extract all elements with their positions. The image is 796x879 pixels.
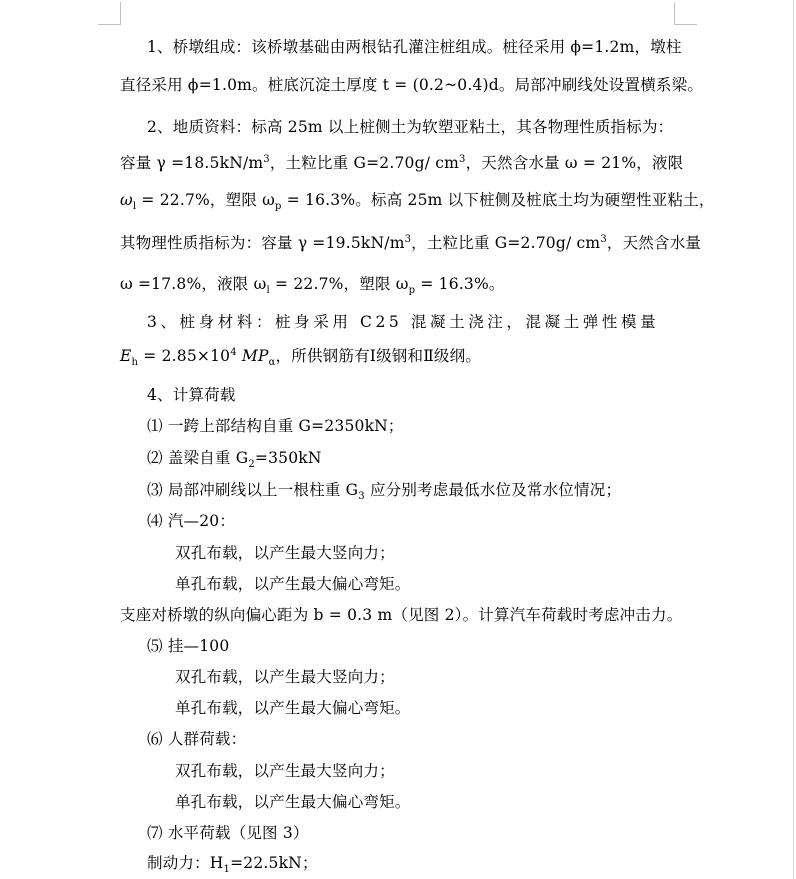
paragraph-geology-line3: $\omega_l = 22.7\%$，塑限 $\omega_p = 16.3\%$。标高 25m 以下桩侧及桩底土均为硬塑性亚粘土， (120, 191, 715, 213)
list-item-superstructure-weight: ⑴ 一跨上部结构自重 G=2350kN； (147, 417, 404, 435)
unit-weight-text: 容量 γ =18.5kN/m (120, 154, 264, 172)
specific-gravity-text: ，土粒比重 G=2.70g/ cm (269, 154, 460, 172)
list-subitem-single-span: 单孔布载，以产生最大偏心弯矩。 (175, 793, 411, 811)
section-heading-calculation-loads: 4、计算荷载 (147, 386, 236, 404)
paragraph-geology-line2: 容量 $\gamma =18.5kN/m^3$，土粒比重 G=2.70g/ $cm^3$，天然含水量 ω = 21%，液限 (120, 153, 684, 172)
paragraph-geology-line4: 其物理性质指标为：容量 $\gamma =19.5kN/m^3$，土粒比重 G=2.70g/ $cm^3$，天然含水量 (120, 233, 702, 252)
paragraph-geology-line5: ω =17.8%，液限 $\omega_l = 22.7\%$，塑限 $\omega_p = 16.3\%$。 (120, 275, 505, 297)
list-subitem-double-span: 双孔布载，以产生最大竖向力； (175, 668, 395, 686)
list-item-horizontal-load: ⑺ 水平荷载（见图 3） (147, 824, 309, 842)
list-subitem-single-span: 单孔布载，以产生最大偏心弯矩。 (175, 699, 411, 717)
paragraph-pier-composition-line1: 1、桥墩组成：该桥墩基础由两根钻孔灌注桩组成。桩径采用 ϕ=1.2m，墩柱 (147, 38, 682, 56)
list-subitem-single-span: 单孔布载，以产生最大偏心弯矩。 (175, 575, 411, 593)
paragraph-geology-line1: 2、地质资料：标高 25m 以上桩侧土为软塑亚粘土，其各物理性质指标为： (147, 118, 674, 136)
margin-corner-mark-right (674, 2, 697, 25)
list-subitem-double-span: 双孔布载，以产生最大竖向力； (175, 544, 395, 562)
water-content-text: ，天然含水量 ω = 21%，液限 (465, 154, 684, 172)
paragraph-braking-force: 制动力：$H_1=22.5kN$； (147, 854, 318, 876)
list-item-trailer-load: ⑸ 挂—100 (147, 637, 230, 655)
paragraph-pier-composition-line2: 直径采用 ϕ=1.0m。桩底沉淀土厚度 t = (0.2~0.4)d。局部冲刷线处设置横系梁。 (120, 76, 704, 94)
margin-corner-mark-left (98, 2, 121, 25)
list-item-column-weight: ⑶ 局部冲刷线以上一根柱重 $G_3$ 应分别考虑最低水位及常水位情况； (147, 481, 622, 503)
paragraph-pile-material-line1: 3、桩身材料：桩身采用 C25 混凝土浇注，混凝土弹性模量 (147, 313, 660, 331)
paragraph-support-eccentricity: 支座对桥墩的纵向偏心距为 b = 0.3 m（见图 2）。计算汽车荷载时考虑冲击力。 (120, 606, 683, 624)
list-subitem-double-span: 双孔布载，以产生最大竖向力； (175, 762, 395, 780)
paragraph-pile-material-line2: $E_h = 2.85\times 10^4$ $MP_\alpha$，所供钢筋有Ⅰ级钢和Ⅱ级纲。 (120, 346, 482, 369)
list-item-vehicle-load: ⑷ 汽—20： (147, 512, 236, 530)
list-item-cap-beam-weight: ⑵ 盖梁自重 $G_2=350kN$ (147, 449, 322, 471)
list-item-crowd-load: ⑹ 人群荷载： (147, 730, 247, 748)
